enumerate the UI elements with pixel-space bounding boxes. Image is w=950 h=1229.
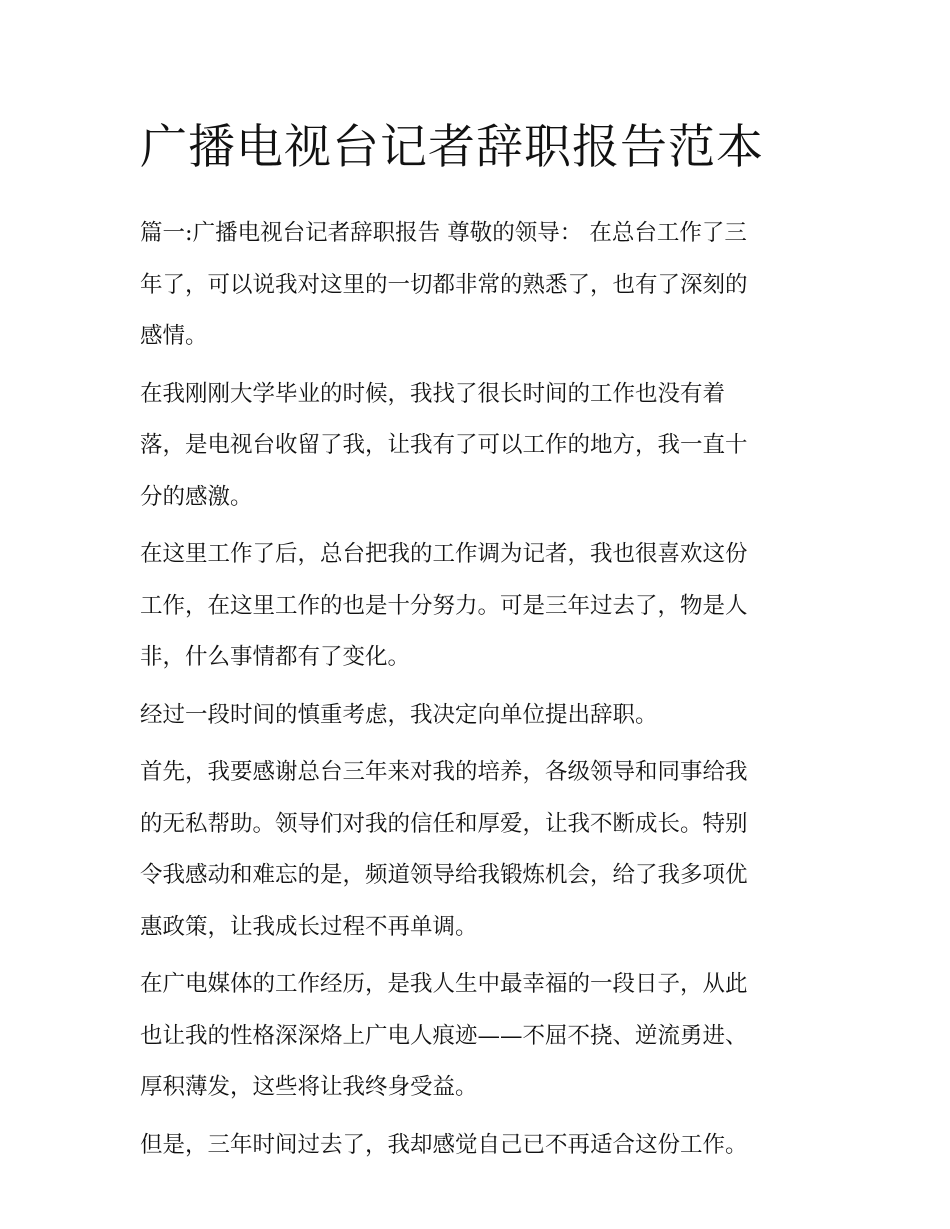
document-title: 广播电视台记者辞职报告范本 (140, 120, 764, 175)
paragraph-1 (140, 208, 815, 363)
text-line: 在这里工作了后，总台把我的工作调为记者，我也很喜欢这份 (140, 541, 748, 567)
paragraph-2 (140, 369, 815, 524)
text-line: 惠政策，让我成长过程不再单调。 (140, 913, 478, 940)
document-page (140, 108, 815, 1177)
text-line: 落，是电视台收留了我，让我有了可以工作的地方，我一直十 (140, 432, 748, 458)
text-line: 感情。 (140, 323, 208, 349)
paragraph-4 (140, 690, 815, 742)
text-line: 令我感动和难忘的是，频道领导给我锻炼机会，给了我多项优 (140, 862, 748, 888)
paragraph-5 (140, 747, 815, 953)
text-line: 经过一段时间的慎重考虑，我决定向单位提出辞职。 (140, 701, 658, 728)
text-line: 年了，可以说我对这里的一切都非常的熟悉了，也有了深刻的 (140, 271, 748, 298)
text-line: 分的感激。 (140, 483, 253, 510)
text-line: 但是，三年时间过去了，我却感觉自己已不再适合这份工作。 (140, 1131, 748, 1158)
text-line: 非，什么事情都有了变化。 (140, 644, 411, 670)
paragraph-3 (140, 529, 815, 684)
text-line: 厚积薄发，这些将让我终身受益。 (140, 1074, 478, 1100)
text-line: 首先，我要感谢总台三年来对我的培养，各级领导和同事给我 (140, 759, 748, 785)
text-line: 篇一:广播电视台记者辞职报告 尊敬的领导： 在总台工作了三 (140, 220, 747, 246)
paragraph-7 (140, 1120, 815, 1172)
text-line: 的无私帮助。领导们对我的信任和厚爱，让我不断成长。特别 (140, 810, 748, 837)
text-line: 工作，在这里工作的也是十分努力。可是三年过去了，物是人 (140, 592, 748, 619)
text-line: 也让我的性格深深烙上广电人痕迹——不屈不挠、逆流勇进、 (140, 1022, 748, 1049)
text-line: 在广电媒体的工作经历，是我人生中最幸福的一段日子，从此 (140, 971, 748, 997)
text-line: 在我刚刚大学毕业的时候，我找了很长时间的工作也没有着 (140, 380, 726, 407)
paragraph-6 (140, 959, 815, 1114)
